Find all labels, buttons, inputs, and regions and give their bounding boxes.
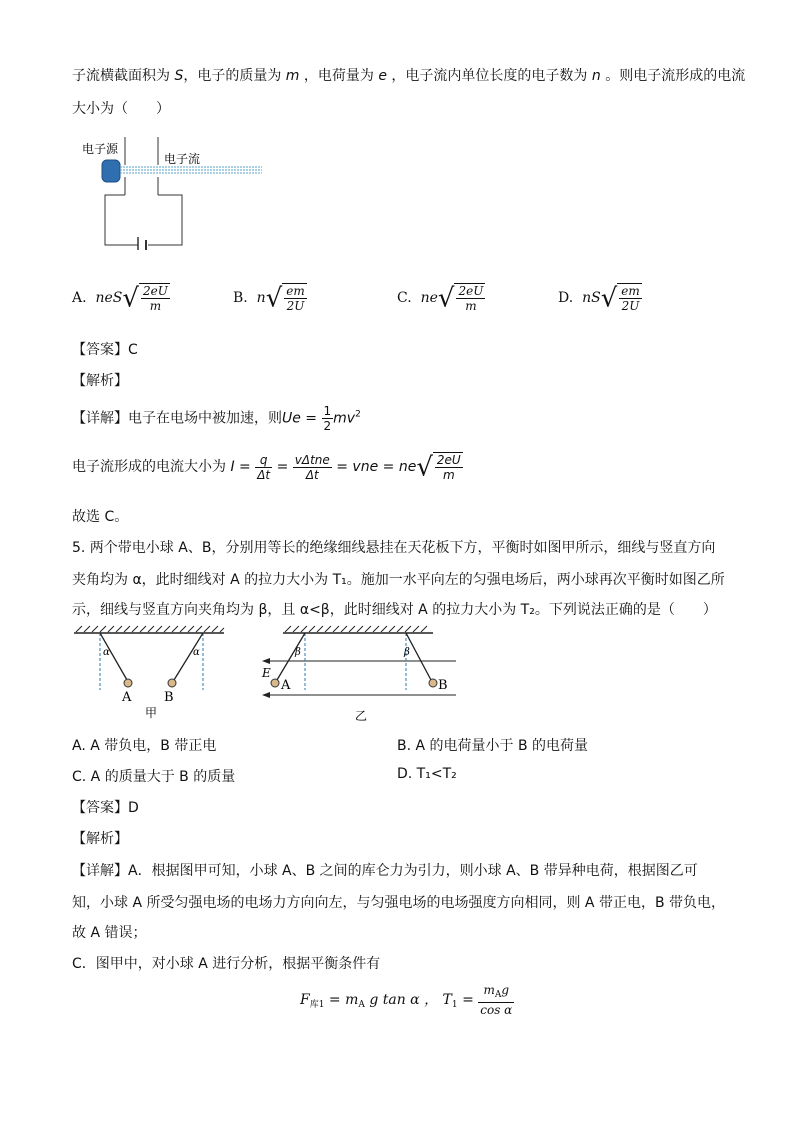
q4-stem-line1: 子流横截面积为 S，电子的质量为 m ，电荷量为 e ，电子流内单位长度的电子数为 n 。则电子流形成的电流	[72, 68, 746, 84]
q5-stem-line2: 夹角均为 α，此时细线对 A 的拉力大小为 T₁。施加一水平向左的匀强电场后，两小球再次平衡时如图乙所	[72, 572, 725, 588]
q5-detail-line4: C．图甲中，对小球 A 进行分析，根据平衡条件有	[72, 956, 381, 972]
figure-yi	[258, 625, 463, 723]
q4-option-c[interactable]: C. ne√ $\frac{2eU}{m}$	[397, 283, 484, 314]
q5-detail-line1: 【详解】A．根据图甲可知，小球 A、B 之间的库仑力为引力，则小球 A、B 带异种电荷，根据图乙可	[72, 863, 698, 879]
fig-jia-caption: 甲	[145, 706, 158, 720]
q5-detail-line3: 故 A 错误；	[72, 925, 147, 941]
q5-equation-3: $F_{库1} = m_A$ g tan α ， $T_1$ = $\frac{m_Ag}{\text{cos α}}$	[300, 983, 513, 1017]
alpha-label-left: α	[103, 647, 110, 658]
q4-analysis-tag: 【解析】	[72, 373, 128, 389]
electron-stream-label: 电子流	[164, 152, 201, 166]
q5-option-a[interactable]: A. A 带负电，B 带正电	[72, 738, 217, 754]
q5-option-b[interactable]: B. A 的电荷量小于 B 的电荷量	[397, 738, 589, 754]
ball-a-label: A	[122, 690, 132, 705]
alpha-label-right: α	[193, 647, 200, 658]
ball-a-label-yi: A	[281, 678, 291, 693]
q4-conclusion: 故选 C。	[72, 509, 129, 525]
q4-option-d[interactable]: D. nS√ $\frac{em}{2U}$	[558, 283, 640, 314]
q5-stem-line3: 示，细线与竖直方向夹角均为 β，且 α<β，此时细线对 A 的拉力大小为 T₂。下列说法正确的是（ ）	[72, 602, 717, 618]
q5-detail-line2: 知，小球 A 所受匀强电场的电场力方向向左，与匀强电场的电场强度方向相同，则 A 带正电，B 带负电，	[72, 895, 726, 911]
q5-option-d[interactable]: D. T₁<T₂	[397, 766, 457, 782]
fig-yi-caption: 乙	[355, 709, 368, 723]
ball-b-label-yi: B	[438, 678, 448, 693]
q5-answer: 【答案】D	[72, 800, 139, 816]
q4-detail-line2: 电子流形成的电流大小为 I = $\frac{q}{\Delta t}$ = $\frac{\text{vΔtne}}{\Delta t}$ = vne = ne√ $\frac{2eU}{m}$	[72, 452, 461, 483]
q4-stem-line2: 大小为（ ）	[72, 101, 170, 117]
electron-source-label: 电子源	[82, 142, 119, 156]
ball-b-label: B	[164, 690, 174, 705]
q4-option-b[interactable]: B. n√ $\frac{em}{2U}$	[233, 283, 305, 314]
q4-detail-line1: 【详解】电子在电场中被加速，则Ue = $\frac{1}{2}$ $mv^2$	[72, 404, 361, 433]
beta-label-left: β	[295, 647, 301, 658]
electron-source-figure	[80, 135, 270, 250]
q4-option-a[interactable]: A. neS√ $\frac{2eU}{m}$	[72, 283, 168, 314]
q5-option-c[interactable]: C. A 的质量大于 B 的质量	[72, 769, 236, 785]
field-e-label: E	[262, 666, 271, 680]
q4-answer: 【答案】C	[72, 342, 138, 358]
beta-label-right: β	[404, 647, 410, 658]
figure-jia	[72, 625, 232, 720]
q5-stem-line1: 5. 两个带电小球 A、B，分别用等长的绝缘细线悬挂在天花板下方，平衡时如图甲所示，细线与竖直方向	[72, 540, 716, 556]
q5-analysis-tag: 【解析】	[72, 831, 128, 847]
